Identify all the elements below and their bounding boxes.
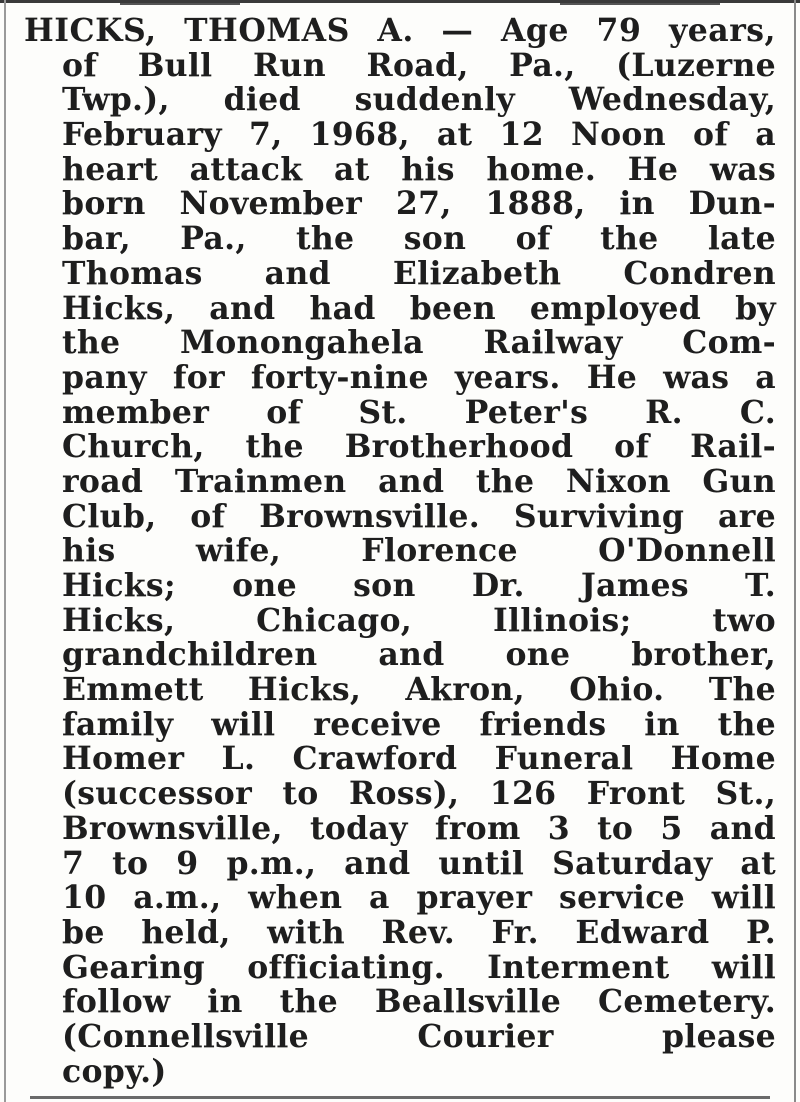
top-rule-fragment (560, 3, 720, 5)
obituary-line: Twp.), died suddenly Wednesday, (62, 81, 776, 119)
obituary-line-final: copy.) (62, 1052, 167, 1090)
obituary-line: bar, Pa., the son of the late (62, 220, 776, 258)
obituary-line: the Monongahela Railway Com- (62, 324, 776, 362)
top-rule-fragment (120, 3, 240, 5)
obituary-line: Church, the Brotherhood of Rail- (62, 428, 776, 466)
obituary-line: Thomas and Elizabeth Condren (62, 254, 776, 292)
obituary-line: pany for forty-nine years. He was a (62, 358, 776, 396)
obituary-line: family will receive friends in the (62, 705, 776, 743)
obituary-line-heading: HICKS, THOMAS A. — Age 79 years, (24, 12, 776, 49)
obituary-line: (Connellsville Courier please (62, 1017, 776, 1055)
obituary-line: member of St. Peter's R. C. (62, 393, 776, 431)
obituary-line: heart attack at his home. He was (62, 150, 776, 188)
obituary-line: Homer L. Crawford Funeral Home (62, 740, 776, 778)
obituary-line: grandchildren and one brother, (62, 636, 776, 674)
obituary-line: Club, of Brownsville. Surviving are (62, 497, 776, 535)
obituary-line: follow in the Beallsville Cemetery. (62, 983, 776, 1021)
obituary-line: Brownsville, today from 3 to 5 and (62, 809, 776, 847)
obituary-line: (successor to Ross), 126 Front St., (62, 775, 776, 813)
obituary-line: Hicks, Chicago, Illinois; two (62, 601, 776, 639)
obituary-line: Gearing officiating. Interment will (62, 948, 776, 986)
obituary-line: born November 27, 1888, in Dun- (62, 185, 776, 223)
obituary-line: road Trainmen and the Nixon Gun (62, 462, 776, 500)
right-column-rule (794, 0, 796, 1102)
obituary-line: 7 to 9 p.m., and until Saturday at (62, 844, 776, 882)
obituary-text (24, 14, 776, 1089)
obituary-line: 10 a.m., when a prayer service will (62, 879, 776, 917)
obituary-line: Emmett Hicks, Akron, Ohio. The (62, 671, 776, 709)
bottom-column-rule (30, 1096, 770, 1099)
obituary-line: his wife, Florence O'Donnell (62, 532, 776, 570)
obituary-line: be held, with Rev. Fr. Edward P. (62, 913, 776, 951)
left-column-rule (4, 0, 6, 1102)
obituary-line: February 7, 1968, at 12 Noon of a (62, 116, 776, 154)
obituary-line: Hicks, and had been employed by (62, 289, 776, 327)
obituary-line: of Bull Run Road, Pa., (Luzerne (62, 46, 776, 84)
obituary-line: Hicks; one son Dr. James T. (62, 567, 776, 604)
